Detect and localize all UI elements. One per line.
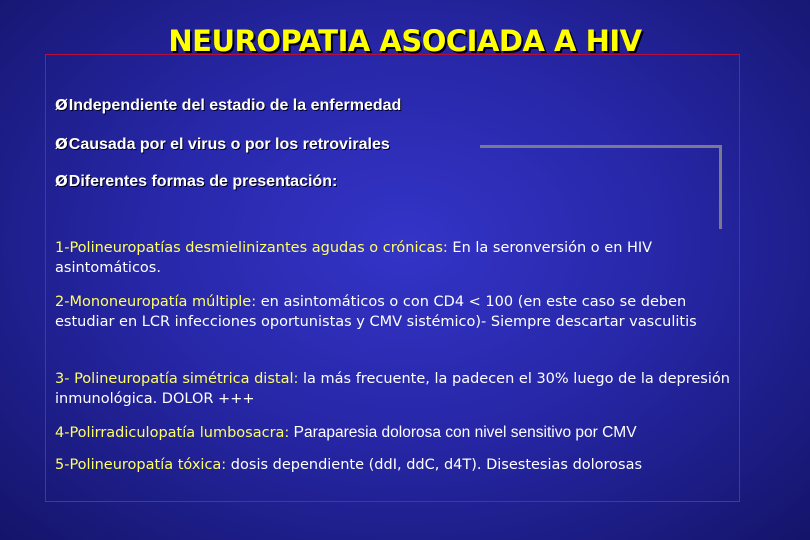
bullet-text: Independiente del estadio de la enfermedad bbox=[68, 97, 402, 114]
arrow-bullet-icon: Ø bbox=[55, 172, 68, 190]
item-description: Paraparesia dolorosa con nivel sensitivo por CMV bbox=[289, 424, 637, 441]
bullet-item bbox=[55, 96, 401, 115]
presentation-item bbox=[55, 423, 739, 443]
arrow-bullet-icon: Ø bbox=[55, 135, 68, 153]
item-term: 2-Mononeuropatía múltiple: bbox=[55, 294, 257, 310]
presentation-item bbox=[55, 455, 739, 475]
item-term: 1-Polineuropatías desmielinizantes agudas o crónicas: bbox=[55, 240, 448, 256]
bullet-text: Causada por el virus o por los retrovirales bbox=[68, 136, 390, 153]
item-term: 4-Polirradiculopatía lumbosacra: bbox=[55, 425, 290, 441]
presentation-item bbox=[55, 369, 739, 409]
item-term: 5-Polineuropatía tóxica: bbox=[55, 457, 227, 473]
decorative-line-horizontal bbox=[480, 145, 722, 148]
presentation-item bbox=[55, 292, 739, 332]
decorative-line-vertical bbox=[719, 145, 722, 229]
presentation-item bbox=[55, 238, 739, 278]
item-description: En la seronversión o en HIV asintomáticos. bbox=[55, 240, 653, 276]
item-term: 3- Polineuropatía simétrica distal: bbox=[55, 371, 299, 387]
bullet-item bbox=[55, 172, 337, 191]
bullet-item bbox=[55, 135, 390, 154]
item-description: la más frecuente, la padecen el 30% luego de la depresión inmunológica. DOLOR +++ bbox=[55, 371, 730, 407]
item-description: en asintomáticos o con CD4 < 100 (en este caso se deben estudiar en LCR infecciones oportunistas y CMV sistémico)- Siempre descartar vasculitis bbox=[55, 294, 697, 330]
bullet-text: Diferentes formas de presentación: bbox=[68, 173, 338, 190]
item-description: dosis dependiente (ddI, ddC, d4T). Disestesias dolorosas bbox=[226, 457, 643, 473]
slide-title: NEUROPATIA ASOCIADA A HIV bbox=[168, 24, 642, 58]
arrow-bullet-icon: Ø bbox=[55, 96, 68, 114]
